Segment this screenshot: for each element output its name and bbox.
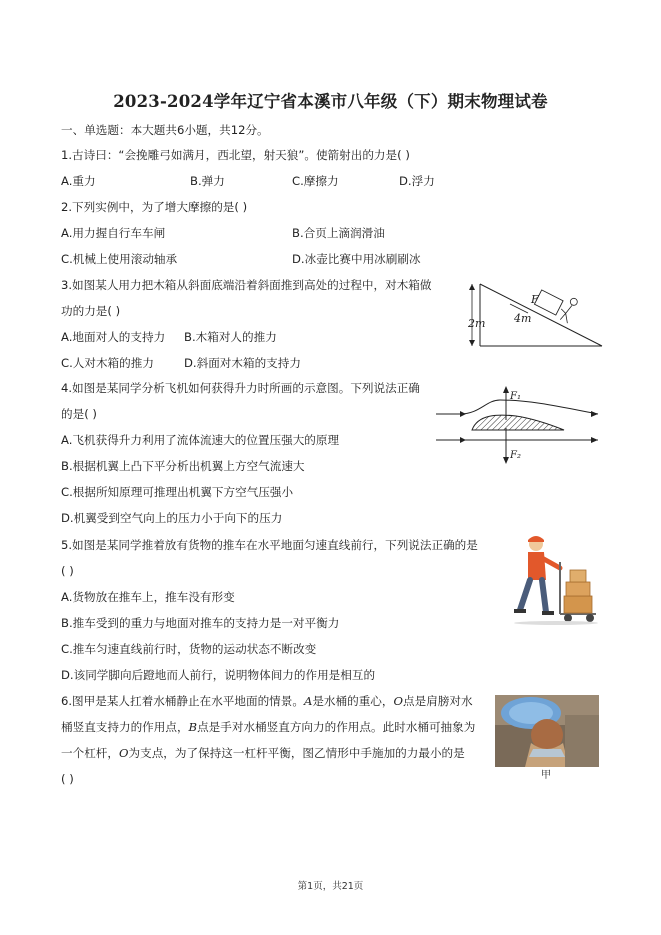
q4-option-a: A.飞机获得升力利用了流体流速大的位置压强大的原理 bbox=[61, 433, 340, 447]
q5-option-a: A.货物放在推车上，推车没有形变 bbox=[61, 590, 235, 604]
q1-option-a: A.重力 bbox=[61, 174, 96, 188]
page-title: 2023-2024学年辽宁省本溪市八年级（下）期末物理试卷 bbox=[113, 92, 548, 111]
q5-option-d: D.该同学脚向后蹬地而人前行，说明物体间力的作用是相互的 bbox=[61, 668, 376, 682]
q6-text-3b: 为支点，为了保持这一杠杆平衡，图乙情形中手施加的力最小的是 bbox=[128, 746, 465, 760]
q2-option-c: C.机械上使用滚动轴承 bbox=[61, 252, 178, 266]
q3-option-c: C.人对木箱的推力 bbox=[61, 356, 154, 370]
q3-option-b: B.木箱对人的推力 bbox=[184, 330, 277, 344]
q3-option-d: D.斜面对木箱的支持力 bbox=[184, 356, 301, 370]
section-heading: 一、单选题：本大题共6小题，共12分。 bbox=[61, 123, 269, 137]
question-6-stem-line2 bbox=[61, 719, 475, 735]
q4-option-d: D.机翼受到空气向上的压力小于向下的压力 bbox=[61, 511, 283, 525]
question-4-stem-line1: 4.如图是某同学分析飞机如何获得升力时所画的示意图。下列说法正确 bbox=[61, 381, 420, 395]
q6-pivot-o: O bbox=[118, 746, 129, 760]
q5-option-c: C.推车匀速直线前行时，货物的运动状态不断改变 bbox=[61, 642, 317, 656]
question-5-stem-line1: 5.如图是某同学推着放有货物的推车在水平地面匀速直线前行，下列说法正确的是 bbox=[61, 538, 478, 552]
q3-option-a: A.地面对人的支持力 bbox=[61, 330, 166, 344]
question-4-stem-line2: 的是( ) bbox=[61, 407, 97, 421]
q6-text-2a: 桶竖直支持力的作用点， bbox=[61, 720, 189, 734]
q6-text-1b: 是水桶的重心， bbox=[312, 694, 394, 708]
lift-force-f2-label: F₂ bbox=[510, 450, 521, 461]
question-6-stem-line4: ( ) bbox=[61, 772, 74, 786]
incline-length-label: 4m bbox=[514, 312, 532, 325]
page-footer: 第1页，共21页 bbox=[297, 881, 364, 892]
q6-point-o: O bbox=[393, 694, 404, 708]
lift-force-f1-label: F₁ bbox=[510, 391, 521, 402]
q6-text-2b: 点是手对水桶竖直方向力的作用点。此时水桶可抽象为 bbox=[197, 720, 476, 734]
q6-point-a: A bbox=[303, 694, 313, 708]
q1-option-d: D.浮力 bbox=[399, 174, 435, 188]
incline-force-label: F bbox=[531, 293, 539, 306]
water-bucket-photo bbox=[495, 695, 599, 767]
q5-option-b: B.推车受到的重力与地面对推车的支持力是一对平衡力 bbox=[61, 616, 340, 630]
q6-text-1c: 点是肩膀对水 bbox=[403, 694, 473, 708]
q1-option-c: C.摩擦力 bbox=[292, 174, 339, 188]
q2-option-d: D.冰壶比赛中用冰刷刷冰 bbox=[292, 252, 421, 266]
q2-option-a: A.用力握自行车车闸 bbox=[61, 226, 166, 240]
question-6-stem-line3 bbox=[61, 745, 465, 761]
question-1-stem: 1.古诗曰：“会挽雕弓如满月，西北望，射天狼”。使箭射出的力是( ) bbox=[61, 148, 410, 162]
q4-option-c: C.根据所知原理可推理出机翼下方空气压强小 bbox=[61, 485, 294, 499]
question-3-stem-line2: 功的力是( ) bbox=[61, 304, 121, 318]
question-3-stem-line1: 3.如图某人用力把木箱从斜面底端沿着斜面推到高处的过程中，对木箱做 bbox=[61, 278, 432, 292]
question-2-stem: 2.下列实例中，为了增大摩擦的是( ) bbox=[61, 200, 248, 214]
q6-point-b: B bbox=[188, 720, 198, 734]
cart-pushing-illustration bbox=[506, 532, 602, 626]
q4-option-b: B.根据机翼上凸下平分析出机翼上方空气流速大 bbox=[61, 459, 305, 473]
q1-option-b: B.弹力 bbox=[190, 174, 225, 188]
question-6-stem-line1 bbox=[61, 693, 473, 709]
q6-text-1a: 6.图甲是某人扛着水桶静止在水平地面的情景。 bbox=[61, 694, 304, 708]
question-5-stem-line2: ( ) bbox=[61, 564, 74, 578]
q2-option-b: B.合页上滴润滑油 bbox=[292, 226, 385, 240]
photo-caption-jia: 甲 bbox=[541, 770, 551, 781]
q6-text-3a: 一个杠杆， bbox=[61, 746, 119, 760]
incline-height-label: 2m bbox=[468, 317, 486, 330]
